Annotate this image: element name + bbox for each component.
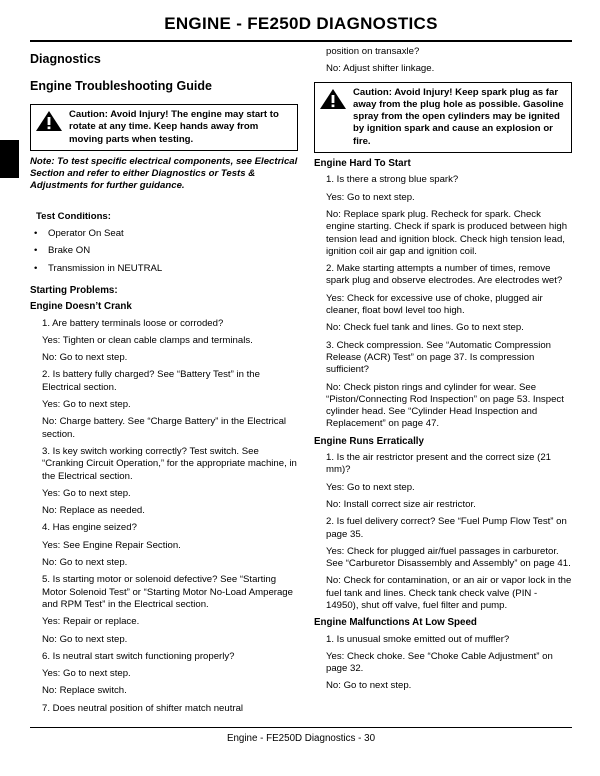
right-column (314, 46, 572, 698)
list-item: No: Replace as needed. (42, 505, 145, 517)
list-item: 4. Has engine seized? (42, 522, 137, 534)
left-items (30, 318, 298, 715)
erratic-items (314, 452, 572, 612)
list-item: 2. Is fuel delivery correct? See “Fuel Pump Flow Test” on page 35. (326, 516, 567, 540)
list-item: Yes: Check for plugged air/fuel passages in carburetor. See “Carburetor Disassembly and Assembly” on page 41. (326, 545, 571, 570)
list-item: 2. Is battery fully charged? See “Battery Test” in the Electrical section. (42, 369, 260, 393)
low-items (314, 634, 572, 693)
test-condition-item (30, 245, 298, 257)
list-item: No: Check fuel tank and lines. Go to next step. (326, 322, 524, 334)
list-item: Yes: See Engine Repair Section. (42, 539, 181, 551)
right-top-items (314, 46, 572, 76)
engine-doesnt-crank-heading: Engine Doesn’t Crank (30, 301, 132, 313)
list-item: No: Check piston rings and cylinder for wear. See “Piston/Connecting Rod Inspection” on page 53. Inspect cylinder head. See “Cylinder Head Inspection and Replacement” on page 47. (326, 381, 564, 430)
guide-title: Engine Troubleshooting Guide (30, 79, 212, 93)
warning-icon (35, 110, 63, 132)
list-item: Yes: Go to next step. (326, 191, 415, 203)
test-condition-item (30, 228, 298, 240)
list-item: Yes: Repair or replace. (42, 616, 140, 628)
footer-rule (30, 727, 572, 728)
low-speed-heading: Engine Malfunctions At Low Speed (314, 617, 477, 629)
header-rule (30, 40, 572, 42)
bullet-icon: • (34, 245, 38, 257)
list-item: 2. Make starting attempts a number of times, remove spark plug and observe electrodes. Are electrodes wet? (326, 263, 563, 287)
test-condition-text: Brake ON (48, 245, 91, 257)
list-item: Yes: Go to next step. (42, 668, 131, 680)
list-item: No: Adjust shifter linkage. (326, 63, 435, 75)
caution-text: Caution: Avoid Injury! The engine may start to rotate at any time. Keep hands away from moving parts when testing. (69, 109, 279, 145)
list-item: 7. Does neutral position of shifter match neutral (42, 702, 244, 714)
list-item: No: Charge battery. See “Charge Battery” in the Electrical section. (42, 416, 287, 440)
caution-box (30, 104, 298, 151)
caution-box-spark (314, 82, 572, 153)
list-item: 1. Is the air restrictor present and the correct size (21 mm)? (326, 452, 552, 476)
test-conditions-heading: Test Conditions: (36, 210, 111, 222)
bullet-icon: • (34, 228, 38, 240)
list-item: position on transaxle? (326, 46, 420, 57)
list-item: 3. Check compression. See “Automatic Compression Release (ACR) Test” on page 37. Is compression sufficient? (326, 339, 552, 376)
page-header: ENGINE - FE250D DIAGNOSTICS (164, 14, 438, 33)
list-item: Yes: Check choke. See “Choke Cable Adjustment” on page 32. (326, 650, 553, 675)
list-item: No: Go to next step. (42, 352, 128, 364)
list-item: Yes: Go to next step. (326, 481, 415, 493)
hard-items (314, 174, 572, 430)
list-item: 1. Is unusual smoke emitted out of muffler? (326, 633, 510, 645)
list-item: 3. Is key switch working correctly? Test switch. See “Cranking Circuit Operation,” for the appropriate machine, in the Electrical section. (42, 445, 297, 482)
hard-to-start-heading: Engine Hard To Start (314, 158, 411, 170)
list-item: No: Go to next step. (42, 633, 128, 645)
list-item: No: Check for contamination, or an air or vapor lock in the fuel tank and lines. Check tank check valve (PIN - 14950), shut off valve, fuel filter and pump. (326, 575, 572, 611)
left-column (30, 46, 298, 720)
warning-icon (319, 88, 347, 110)
page-footer: Engine - FE250D Diagnostics - 30 (226, 733, 376, 744)
note-text: Note: To test specific electrical components, see Electrical Section and refer to either Diagnostics or Tests & Adjustments for further guidance. (30, 155, 298, 192)
list-item: No: Go to next step. (42, 557, 128, 569)
runs-erratically-heading: Engine Runs Erratically (314, 435, 424, 447)
section-title: Diagnostics (30, 52, 101, 66)
bullet-icon: • (34, 262, 38, 274)
list-item: No: Install correct size air restrictor. (326, 498, 476, 510)
list-item: Yes: Check for excessive use of choke, plugged air cleaner, float bowl level too high. (326, 292, 543, 317)
section-tab-marker (0, 140, 19, 178)
caution-text: Caution: Avoid Injury! Keep spark plug as far away from the plug hole as possible. Gasoline spray from the open cylinders may be ignited by ignition spark and cause an explosion or fire. (353, 86, 564, 147)
list-item: 5. Is starting motor or solenoid defective? See “Starting Motor Solenoid Test” or “Starting Motor No-Load Amperage and RPM Test” in the Electrical section. (42, 574, 293, 610)
list-item: No: Replace spark plug. Recheck for spark. Check engine starting. Check if spark is produced between high tension lead and ignition block. Check high tension lead, ignition coil air gap and ignition coil. (326, 208, 568, 257)
list-item: 1. Are battery terminals loose or corroded? (42, 317, 224, 329)
list-item: 1. Is there a strong blue spark? (326, 174, 459, 186)
list-item: Yes: Go to next step. (42, 399, 131, 411)
starting-problems-heading: Starting Problems: (30, 284, 118, 296)
list-item: 6. Is neutral start switch functioning properly? (42, 650, 235, 662)
list-item: Yes: Go to next step. (42, 487, 131, 499)
list-item: No: Replace switch. (42, 685, 127, 697)
test-condition-item (30, 263, 298, 275)
list-item: Yes: Tighten or clean cable clamps and terminals. (42, 334, 253, 346)
test-conditions-list (30, 228, 298, 275)
test-condition-text: Transmission in NEUTRAL (48, 262, 163, 274)
test-condition-text: Operator On Seat (48, 228, 124, 240)
list-item: No: Go to next step. (326, 680, 412, 692)
